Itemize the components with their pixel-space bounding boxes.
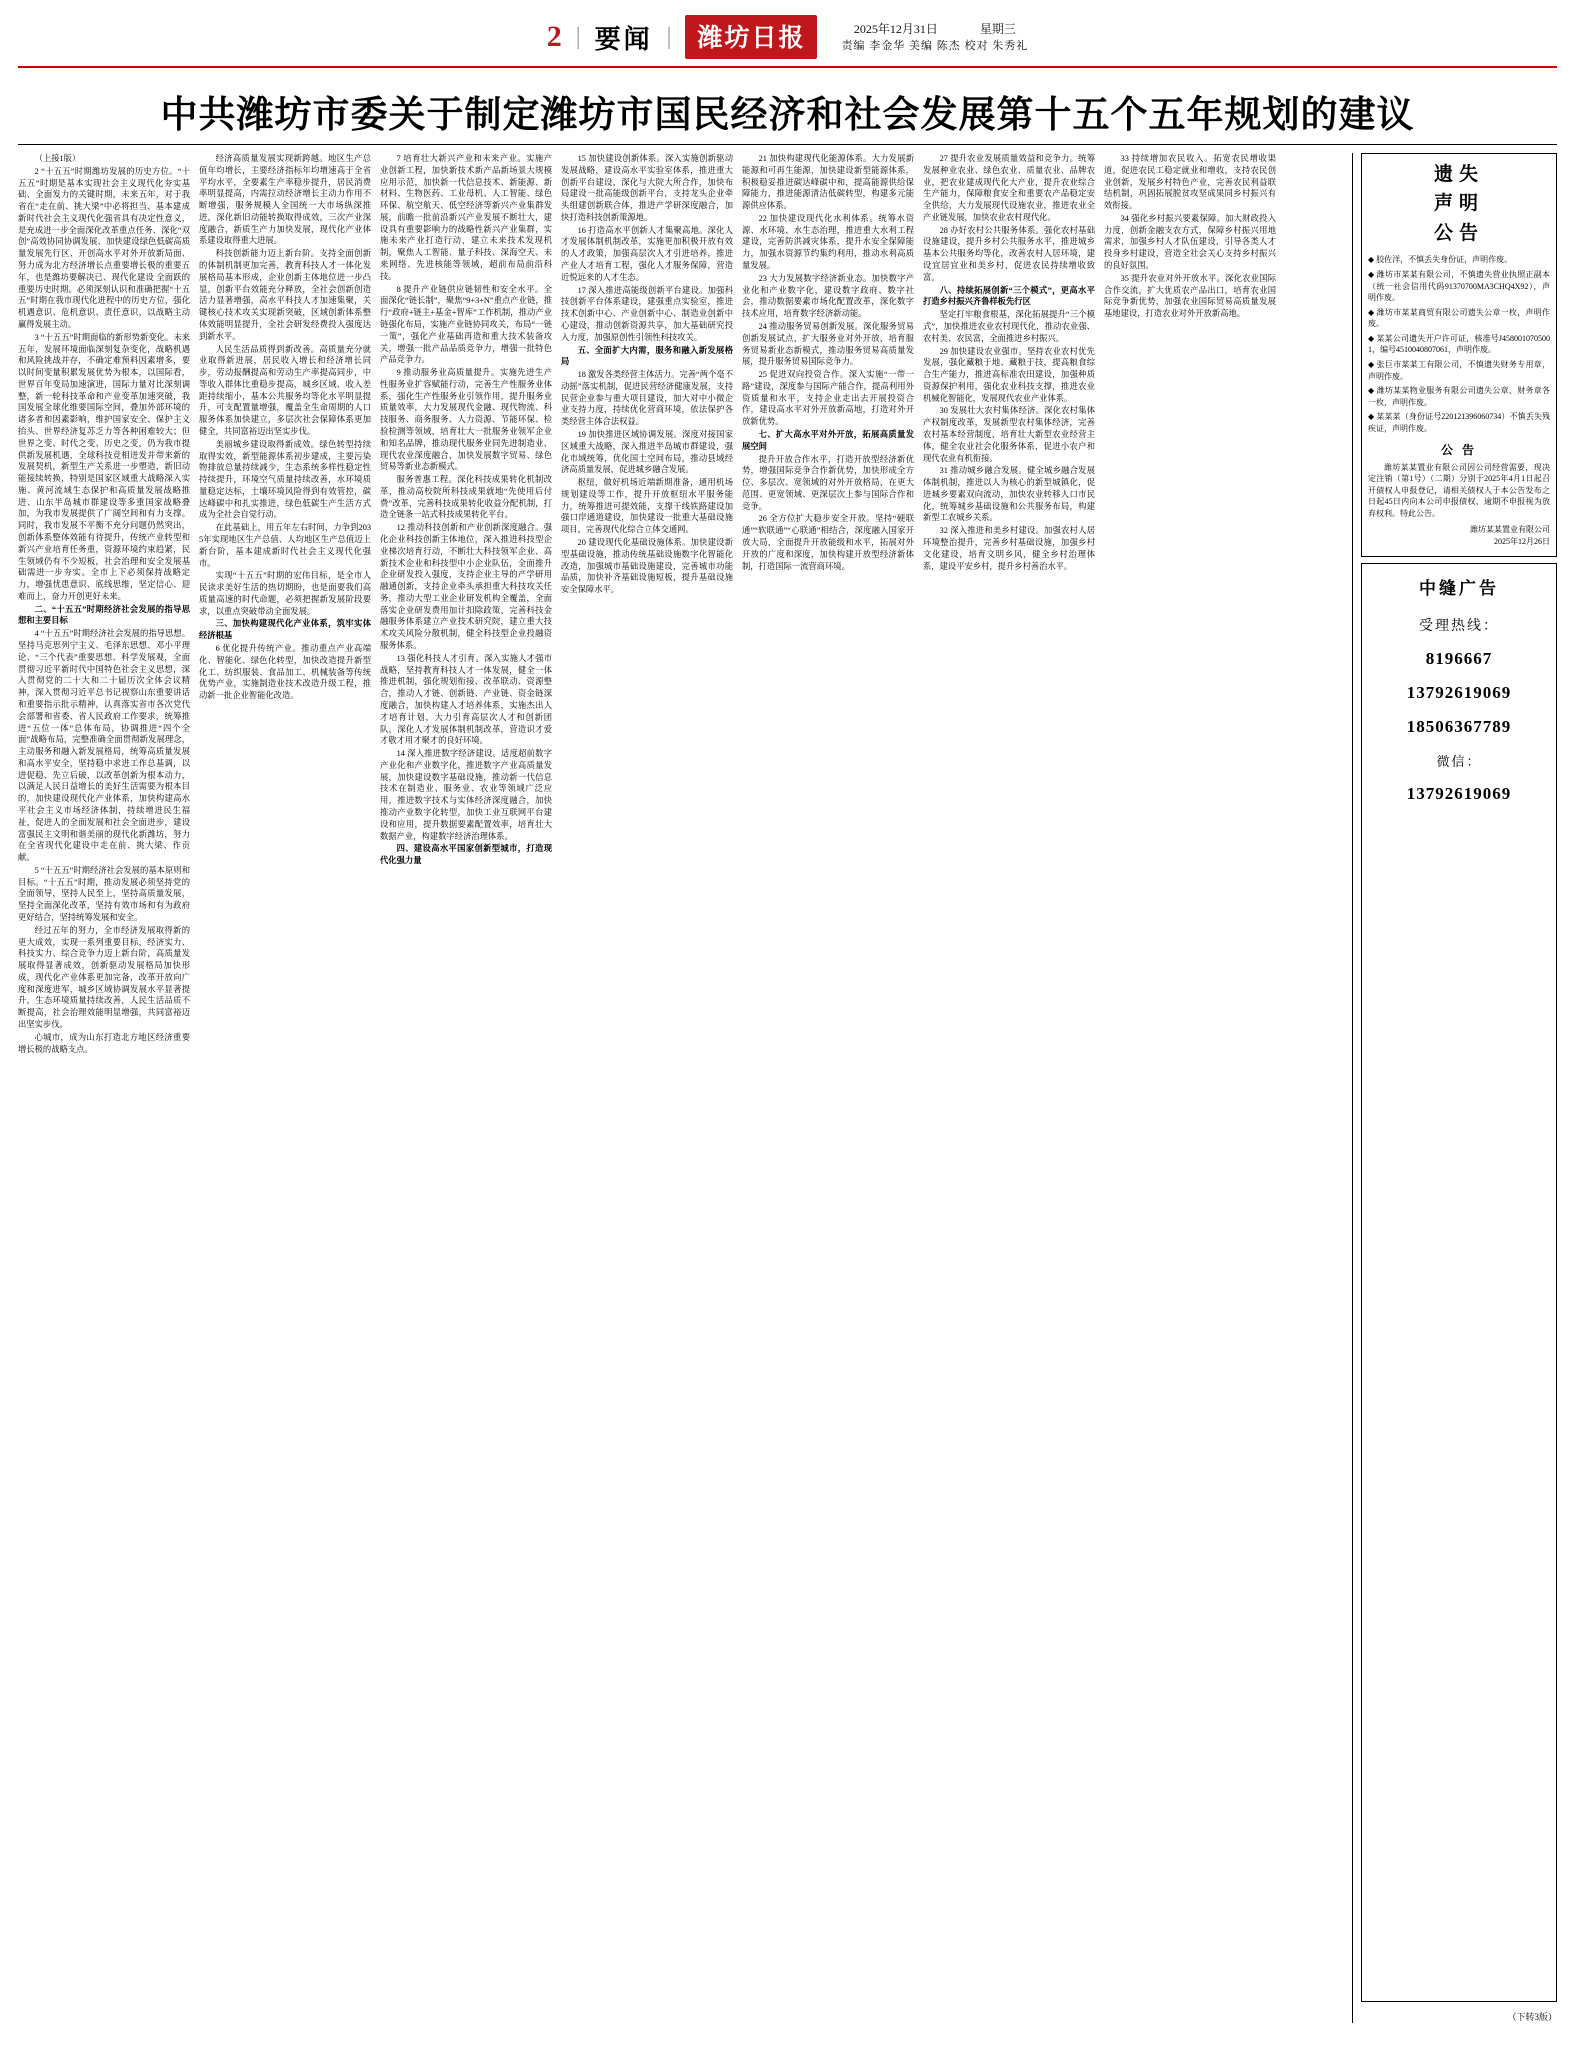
- article-paragraph: 二、“十五五”时期经济社会发展的指导思想和主要目标: [18, 604, 190, 626]
- lost-notice-item: ◆ 潍坊市某某有限公司，不慎遗失营业执照正副本（统一社会信用代码91370700MA3CHQ4X92），声明作废。: [1368, 269, 1550, 303]
- article-paragraph: 5 “十五五”时期经济社会发展的基本原则和目标。“十五五”时期，推动发展必须坚持党的全面领导，坚持人民至上，坚持高质量发展，坚持全面深化改革，坚持有效市场和有为政府更好结合，坚持统筹发展和安全。: [18, 865, 190, 922]
- gonggao-title: 公 告: [1440, 442, 1477, 457]
- weekday: 星期三: [979, 21, 1016, 36]
- page-number: 2: [546, 20, 562, 53]
- article-paragraph: 7 培育壮大新兴产业和未来产业。实施产业创新工程，加快新技术新产品新场景大规模应用示范，加快新一代信息技术、新能源、新材料、生物医药、工业母机、人工智能、绿色环保、航空航天、低空经济等新兴产业集群发展，前瞻一批前沿新兴产业发展不断壮大，建设具有重要影响力的战略性新兴产业集群，实施未来产业打造行动，建立未来技术发现机制，聚焦人工智能、量子科技、深海空天、未来网络、先进核能等领域，超前布局前沿科技。: [380, 154, 552, 281]
- article-paragraph: 美丽城乡建设取得新成效。绿色转型持续取得实效，新型能源体系初步建成，主要污染物排放总量持续减少，生态系统多样性稳定性持续提升，环境空气质量持续改善，水环境质量稳定达标，土壤环境风险得到有效管控，碳达峰碳中和扎实推进，绿色低碳生产生活方式成为全社会自觉行动。: [199, 439, 371, 520]
- section-title: 要闻: [594, 24, 653, 54]
- article-paragraph: 26 全方位扩大稳步安全开放。坚持“硬联通”“软联通”“心联通”相结合，深度融入国家开放大局，全面提升开放能级和水平，拓展对外开放的广度和深度，加快构建开放型经济新体制，打造国际一流营商环境。: [742, 514, 914, 571]
- article-column-6: [923, 153, 1095, 2023]
- lost-notice-item: ◆ 潍坊市某某商贸有限公司遗失公章一枚，声明作废。: [1368, 307, 1550, 329]
- ad-phone-1[interactable]: 8196667: [1425, 648, 1493, 668]
- article-paragraph: 科技创新能力迈上新台阶。支持全面创新的体制机制更加完善，教育科技人才一体化发展格局基本形成，企业创新主体地位进一步凸显，创新平台效能充分释放，全社会创新创造活力显著增强，高水平科技人才加速集聚，关键核心技术攻关实现新突破，区域创新体系整体效能明显提升，全社会研发经费投入强度达到新水平。: [199, 249, 371, 341]
- lost-notice-list: [1368, 254, 1550, 434]
- article-paragraph: 在此基础上，用五年左右时间，力争到2035年实现地区生产总值、人均地区生产总值迈上新台阶，基本建成新时代社会主义现代化强市。: [199, 523, 371, 568]
- masthead-divider-1: |: [575, 23, 581, 50]
- article-paragraph: 32 深入推进和美乡村建设。加强农村人居环境整治提升，完善乡村基础设施，加强乡村文化建设，培育文明乡风，健全乡村治理体系，建设平安乡村，提升乡村善治水平。: [923, 526, 1095, 571]
- page-title: 中共潍坊市委关于制定潍坊市国民经济和社会发展第十五个五年规划的建议: [160, 95, 1415, 136]
- gonggao-signature: [1368, 524, 1550, 548]
- article-column-3: [380, 153, 552, 2023]
- article-paragraph: 七、扩大高水平对外开放，拓展高质量发展空间: [742, 429, 914, 451]
- continue-note: （下转3版）: [1507, 2012, 1557, 2022]
- article-paragraph: 29 加快建设农业强市。坚持农业农村优先发展，强化藏粮于地、藏粮于技，提高粮食综合生产能力，推进高标准农田建设，加强种质资源保护利用，强化农业科技支撑，推进农业机械化智能化，发展现代农业产业体系。: [923, 346, 1095, 403]
- article-paragraph: 34 强化乡村振兴要素保障。加大财政投入力度，创新金融支农方式，保障乡村振兴用地需求，加强乡村人才队伍建设，引导各类人才投身乡村建设，营造全社会关心支持乡村振兴的良好氛围。: [1104, 213, 1276, 271]
- gonggao-text: [1368, 462, 1550, 520]
- classified-ad-box: [1361, 563, 1557, 2002]
- lost-notice-item: ◆ 潍坊某某物业服务有限公司遗失公章、财务章各一枚，声明作废。: [1368, 386, 1550, 407]
- lost-notice-title: [1368, 160, 1550, 248]
- article-column-1: [18, 153, 190, 2023]
- article-paragraph: （上接1版）: [34, 154, 81, 163]
- article-paragraph: 28 办好农村公共服务体系。强化农村基础设施建设，提升乡村公共服务水平，推进城乡基本公共服务均等化，改善农村人居环境，建设宜居宜业和美乡村，促进农民持续增收致富。: [923, 225, 1095, 282]
- gonggao-signature-line: 2025年12月26日: [1494, 536, 1550, 546]
- article-paragraph: 实现“十五五”时期的宏伟目标，是全市人民读求美好生活的热切期盼，也是面要我们高质量高速的时代命题，必须把握新发展阶段要求，以重点突破带动全面发展。: [199, 571, 371, 616]
- article-column-7: [1104, 153, 1276, 2023]
- lost-notice-item: ◆ 胶佐洋，不慎丢失身份证，声明作废。: [1368, 255, 1513, 265]
- article-paragraph: 35 提升农业对外开放水平。深化农业国际合作交流，扩大优质农产品出口，培育农业国际竞争新优势，加强农业国际贸易高质量发展基地建设，打造农业对外开放新高地。: [1104, 273, 1276, 319]
- article-paragraph: 3 “十五五”时期面临的新形势新变化。未来五年，发展环境面临深刻复杂变化，战略机遇和风险挑战并存，不确定难预料因素增多，要以时间变量积累发展优势为根本，以国际看，世界百年变局加速演进，国际力量对比深刻调整，新一轮科技革命和产业变革加速突破，我国发展全球化维要国际空间，叠加外部环境的诸多者和因素影响，维护国家安全、保护主义抬头、世界经济复苏乏力等各种困难较大；但世界之变、时代之变、历史之变，仍为我市提供新发展机遇，全球科技竞相迸发并带来新的发展契机，新型生产关系进一步塑造，新旧动能接续转换，特别是国家区域重大战略深入实施、黄河流域生态保护和高质量发展战略推进、山东半岛城市群建设等多重国家战略叠加，为我市发展提供了广阔空间和有力支撑。同时，我市发展不平衡不充分问题仍然突出，创新体系整体效能有待提升，传统产业转型和新兴产业培育任务重，资源环境约束趋紧，民生领域仍有不少短板，社会治理和安全发展基础需进一步夯实。全市上下必须保持战略定力，增强忧患意识、底线思维，坚定信心、迎难而上，奋力开创更好未来。: [18, 332, 190, 601]
- ad-phone-3[interactable]: 18506367789: [1406, 716, 1512, 736]
- article-paragraph: 16 打造高水平创新人才集聚高地。深化人才发展体制机制改革，实施更加积极开放有效的人才政策，加强高层次人才引进培养，推进产业人才培育工程，强化人才服务保障，营造近悦远来的人才生态。: [561, 225, 733, 282]
- article-paragraph: 经济高质量发展实现新跨越。地区生产总值年均增长，主要经济指标年均增速高于全省平均水平，全要素生产率稳步提升，居民消费率明显提高，内需拉动经济增长主动力作用不断增强，服务规模人全国统一大市场纵深推进，深化新旧动能转换取得成效，三次产业深度融合，新质生产力加快发展，现代化产业体系建设取得重大进展。: [199, 154, 371, 246]
- article-paragraph: 6 优化提升传统产业。推动重点产业高端化、智能化、绿色化转型，加快改造提升新型化工、纺织服装、食品加工、机械装备等传统优势产业，实施制造业技术改造升级工程，推动新一批企业智能化改造。: [199, 644, 371, 701]
- masthead-divider-2: |: [666, 23, 672, 50]
- article-paragraph: 14 深入推进数字经济建设。适度超前数字产业化和产业数字化，推进数字产业高质量发展，加快建设数字基础设施，推动新一代信息技术在制造业、服务业、农业等领域广泛应用，推进数字技术与实体经济深度融合，加快推动产业数字化转型，加快工业互联网平台建设和应用，提升数据要素配置效率，培育壮大数据产业，构建数字经济治理体系。: [380, 749, 552, 841]
- lost-notice-title-line: 声明: [1433, 193, 1484, 215]
- masthead: [18, 10, 1557, 68]
- article-paragraph: 31 推动城乡融合发展。健全城乡融合发展体制机制，推进以人为核心的新型城镇化，促进城乡要素双向流动，加快农业转移人口市民化，统筹城乡基础设施和公共服务布局，构建新型工农城乡关系。: [923, 466, 1095, 523]
- ad-phone-2[interactable]: 13792619069: [1406, 682, 1512, 702]
- article-paragraph: 八、持续拓展创新“三个模式”，更高水平打造乡村振兴齐鲁样板先行区: [923, 285, 1095, 307]
- article-paragraph: 经过五年的努力，全市经济发展取得新的更大成效，实现一系列重要目标，经济实力、科技实力、综合竞争力迈上新台阶，高质量发展取得显著成效，创新驱动发展格局加快形成，现代化产业体系更加完备，改革开放向广度和深度进军，城乡区域协调发展水平显著提升，生态环境质量持续改善，人民生活品质不断提高，社会治理效能明显增强，共同富裕迈出坚实步伐。: [18, 925, 190, 1030]
- article-columns: [18, 153, 1342, 2023]
- article-paragraph: 30 发展壮大农村集体经济。深化农村集体产权制度改革，发展新型农村集体经济，完善农村基本经营制度，培育壮大新型农业经营主体，健全农业社会化服务体系，促进小农户和现代农业有机衔接。: [923, 406, 1095, 463]
- page-body: [18, 153, 1557, 2023]
- lost-notice-item: ◆ 张巨市某某工有限公司，不慎遗失财务专用章，声明作废。: [1368, 360, 1550, 381]
- ad-wechat-label: 微信：: [1436, 753, 1482, 769]
- article-paragraph: 21 加快构建现代化能源体系。大力发展新能源和可再生能源，加快建设新型能源体系，积极稳妥推进碳达峰碳中和，提高能源供给保障能力，推进能源清洁低碳转型，构建多元能源供应体系。: [742, 154, 914, 211]
- article-paragraph: 23 大力发展数字经济新业态。加快数字产业化和产业数字化，建设数字政府、数字社会，推动数据要素市场化配置改革，深化数字技术应用，培育数字经济新动能。: [742, 273, 914, 319]
- ad-header: 中缝广告: [1419, 578, 1499, 598]
- article-paragraph: 18 激发各类经营主体活力。完善“两个毫不动摇”落实机制，促进民营经济健康发展，支持民营企业参与重大项目建设，加大对中小微企业支持力度，持续优化营商环境，依法保护各类经营主体合法权益。: [561, 370, 733, 427]
- article-paragraph: 17 深入推进高能级创新平台建设。加强科技创新平台体系建设，建强重点实验室，推进技术创新中心、产业创新中心、制造业创新中心建设，推动创新资源共享，加大基础研究投入力度，加强原创性引领性科技攻关。: [561, 285, 733, 342]
- masthead-inner: [547, 15, 1028, 59]
- article-paragraph: 人民生活品质得到新改善。高质量充分就业取得新进展，居民收入增长和经济增长同步，劳动报酬提高和劳动生产率提高同步，中等收入群体比重稳步提高，城乡区域、收入差距持续缩小，基本公共服务均等化水平明显提升，可支配置量增强，覆盖全生命周期的人口服务体系加快建立，多层次社会保障体系更加健全，共同富裕迈出坚实步伐。: [199, 344, 371, 436]
- lost-notice-item: ◆ 某某某（身份证号220121396060734）不慎丢失残疾证，声明作废。: [1368, 412, 1550, 434]
- article-paragraph: 五、全面扩大内需，服务和融入新发展格局: [561, 345, 733, 367]
- editor-credits: 责编 李金华 美编 陈杰 校对 朱秀礼: [841, 39, 1029, 52]
- masthead-date-row: [841, 20, 1028, 38]
- article-paragraph: 24 推动服务贸易创新发展。深化服务贸易创新发展试点，扩大服务业对外开放，培育服务贸易新业态新模式，推动服务贸易高质量发展，提升服务贸易国际竞争力。: [742, 321, 914, 367]
- ad-hotline-label: 受理热线：: [1419, 618, 1499, 634]
- gonggao-paragraph: 潍坊某某置业有限公司因公司经营需要，现决定注销（第1号）（二期）分别于2025年4月1日起召开债权人申报登记，请相关债权人于本公告发布之日起45日内向本公司申报债权，逾期不申报视为放弃权利。特此公告。: [1368, 462, 1550, 518]
- article-paragraph: 22 加快建设现代化水利体系。统筹水资源、水环境、水生态治理，推进重大水利工程建设，完善防洪减灾体系，提升水安全保障能力，加强水资源节约集约利用，推动水利高质量发展。: [742, 213, 914, 271]
- article-paragraph: 19 加快推进区域协调发展。深度对接国家区域重大战略，深入推进半岛城市群建设，强化市域统筹，优化国土空间布局，推动县域经济高质量发展，促进城乡融合发展。: [561, 429, 733, 475]
- article-paragraph: 13 强化科技人才引育。深入实施人才强市战略，坚持教育科技人才一体发展，健全一体推进机制，强化规划衔接、改革联动、资源整合，推动人才链、创新链、产业链、资金链深度融合，加快构建人才培养体系，实施杰出人才培育计划，大力引育高层次人才和创新团队，深化人才发展体制机制改革，营造识才爱才敬才用才聚才的良好环境。: [380, 653, 552, 746]
- article-column-5: [742, 153, 914, 2023]
- article-paragraph: 三、加快构建现代化产业体系，筑牢实体经济根基: [199, 619, 371, 641]
- article-paragraph: 12 推动科技创新和产业创新深度融合。强化企业科技创新主体地位，深入推进科技型企业梯次培育行动，不断壮大科技领军企业、高新技术企业和科技型中小企业队伍，全面推升企业研发投入强度，支持企业主导的产学研用融通创新，支持企业牵头承担重大科技攻关任务，推动大型工业企业研发机构全覆盖，全面落实企业研发费用加计扣除政策，完善科技金融服务体系建立产业技术研究院，建立重大技术攻关风险分散机制，健全科技型企业投融资服务体系。: [380, 523, 552, 651]
- article-paragraph: 4 “十五五”时期经济社会发展的指导思想。坚持马克思列宁主义、毛泽东思想、邓小平理论、“三个代表”重要思想、科学发展观，全面贯彻习近平新时代中国特色社会主义思想，深入贯彻党的二十大和二十届历次全体会议精神，深入贯彻习近平总书记视察山东重要讲话和重要指示批示精神，认真落实省市各次党代会部署和省委、省人民政府工作要求，统筹推进“五位一体”总体布局，协调推进“四个全面”战略布局，完整准确全面贯彻新发展理念，主动服务和融入新发展格局，统筹高质量发展和高水平安全，坚持稳中求进工作总基调，以进促稳、先立后破，以改革创新为根本动力，以满足人民日益增长的美好生活需要为根本目的，加快建设现代化产业体系，加快构建高水平社会主义市场经济体制，持续增进民生福祉，促进人的全面发展和社会全面进步，建设富强民主文明和谐美丽的现代化新潍坊，努力在全省现代化建设中走在前、挑大梁、作贡献。: [18, 629, 190, 863]
- lost-notice-title-line: 遗失: [1433, 164, 1484, 185]
- ad-wechat-phone[interactable]: 13792619069: [1406, 783, 1512, 803]
- publish-date: 2025年12月31日: [853, 21, 938, 36]
- lost-notice-box: [1361, 153, 1557, 557]
- article-paragraph: 2 “十五五”时期潍坊发展的历史方位。“十五五”时期是基本实现社会主义现代化夯实基础、全面发力的关键时期，未来五年，对于我省在“走在前、挑大梁”中必将担当、基本建成新时代社会主义现代化强省具有决定性意义，是充成进一步全面深化改革重点任务、深化“双创”高效协同协调发展、加快建设绿色低碳高质量发展先行区、开创高水平对外开放新局面、努力成为北方经济增长点重要增长极的重要五年，也是潍坊要解决已、现代化建设 全面跃的重要历史时期。必须深刻认识和准确把握“十五五”时期在我市现代化进程中的历史方位，强化机遇意识、危机意识、责任意识，以战略主动赢得发展主动。: [18, 166, 190, 329]
- article-paragraph: 提升开放合作水平，打造开放型经济新优势，增强国际竞争合作新优势，加快形成全方位、多层次、宽领域的对外开放格局，在更大范围、更宽领域、更深层次上参与国际合作和竞争。: [742, 454, 914, 511]
- headline-rule: [18, 144, 1557, 145]
- article-paragraph: 25 促进双向投资合作。深入实施“一带一路”建设，深度参与国际产能合作，提高利用外资质量和水平，支持企业走出去开展投资合作，建设高水平对外开放新高地，打造对外开放新优势。: [742, 370, 914, 427]
- article-paragraph: 33 持续增加农民收入。拓宽农民增收渠道，促进农民工稳定就业和增收，支持农民创业创新，发展乡村特色产业，完善农民利益联结机制，巩固拓展脱贫攻坚成果同乡村振兴有效衔接。: [1104, 154, 1276, 211]
- article-paragraph: 枢纽，做好机场近端新期准备，通用机场规划建设等工作，提升开放枢纽水平服务能力，统筹推进可提效能，支撑干线铁路建设加强口岸通道建设，加快建设一批重大基础设施项目，完善现代化综合立体交通网。: [561, 478, 733, 535]
- article-paragraph: 心城市，成为山东打造北方地区经济重要增长极的战略支点。: [18, 1032, 190, 1054]
- masthead-meta: [841, 20, 1028, 55]
- article-paragraph: 服务普惠工程。深化科技成果转化机制改革，推动高校院所科技成果就地“先使用后付费”改革，完善科技成果转化收益分配机制，打造全链条一站式科技成果转化平台。: [380, 475, 552, 520]
- article-paragraph: 15 加快建设创新体系。深入实施创新驱动发展战略，建设高水平实验室体系，推进重大创新平台建设，深化与大院大所合作，加快布局建设一批高能级创新平台，支持龙头企业牵头组建创新联合体，推进产学研深度融合，加快打造科技创新策源地。: [561, 154, 733, 222]
- article-paragraph: 20 建设现代化基础设施体系。加快建设新型基础设施，推动传统基础设施数字化智能化改造，加强城市基础设施建设，完善城市功能品质，加快补齐基础设施短板，提升基础设施安全保障水平。: [561, 538, 733, 595]
- gonggao-signature-line: 潍坊某某置业有限公司: [1470, 524, 1550, 534]
- article-paragraph: 27 提升农业发展质量效益和竞争力。统筹发展种业农业、绿色农业、质量农业、品牌农业，把农业建成现代化大产业，提升农业综合生产能力，保障粮食安全和重要农产品稳定安全供给，大力发展现代设施农业，推进农业全产业链发展，加快农业农村现代化。: [923, 154, 1095, 222]
- classified-rail: [1352, 153, 1557, 2023]
- article-paragraph: 坚定打牢粮食根基，深化拓展提升“三个模式”，加快推进农业农村现代化，推动农业强、农村美、农民富，全面推进乡村振兴。: [923, 310, 1095, 343]
- article-column-2: [199, 153, 371, 2023]
- lost-notice-title-line: 公告: [1433, 222, 1484, 244]
- article-paragraph: 9 推动服务业高质量提升。实施先进生产性服务业扩容赋能行动，完善生产性服务业体系，强化生产性服务业引领作用，提升服务业质量效率，大力发展现代金融、现代物流、科技服务、商务服务、人力资源、节能环保、检验检测等领域，培育壮大一批服务业领军企业和知名品牌，推动现代服务业同先进制造业、现代农业深度融合，加快发展数字贸易、绿色贸易等新业态新模式。: [380, 368, 552, 472]
- article-paragraph: 8 提升产业链供应链韧性和安全水平。全面深化“链长制”，聚焦“9+3+N”重点产业链，推行“政府+链主+基金+智库”工作机制，推动产业链强化布局，实施产业链协同攻关，布局“一链一策”，强化产业基础再造和重大技术装备攻关，增强一批产品品质竞争力，增强一批特色产品竞争力。: [380, 284, 552, 365]
- article-paragraph: 四、建设高水平国家创新型城市，打造现代化强力量: [380, 844, 552, 866]
- article-column-4: [561, 153, 733, 2023]
- lost-notice-item: ◆ 某某公司遗失开户许可证，核准号J4580010705001，编号4510040807061，声明作废。: [1368, 333, 1550, 355]
- paper-name: 潍坊日报: [685, 15, 817, 59]
